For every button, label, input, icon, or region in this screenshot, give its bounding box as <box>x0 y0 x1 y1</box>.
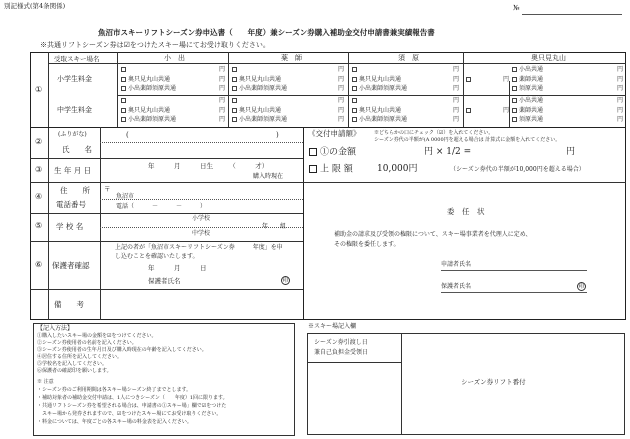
row-number-6: ⑥ <box>35 260 43 269</box>
furigana-paren-open: ( <box>126 131 129 139</box>
okutadami-elem-check: 円 <box>466 77 509 83</box>
checkbox[interactable] <box>352 77 357 82</box>
grant-line-1: ①の金額 <box>309 148 356 158</box>
ski-field-box-title: ※スキー場記入欄 <box>308 323 357 330</box>
birth-note: 購入時現在 <box>253 173 284 180</box>
checkbox[interactable] <box>352 86 357 91</box>
guardian-text-2: し込むことを確認いたします。 <box>115 253 199 260</box>
stamp-label: シーズン券リフト番付 <box>461 378 526 386</box>
grant-formula: 円 × 1/2 = <box>424 147 472 157</box>
check-note: ※共通リフトシーズン券は☑をつけたスキー場にてお受け取りください。 <box>40 41 270 49</box>
area-header: 須 原 <box>398 54 419 62</box>
checkbox[interactable] <box>232 117 237 122</box>
note-item: ・補助対象者の補助金交付申請は、1人につきシーズン（ 年度）1回に限ります。 <box>37 395 228 401</box>
number-label: № <box>513 4 520 12</box>
phone-label: 電話番号 <box>56 200 86 209</box>
city-label: 魚沼市 <box>116 193 135 200</box>
note-item: ・シーズン券のご利用期間は各スキー場シーズン終了までとします。 <box>37 387 192 393</box>
checkbox[interactable] <box>232 108 237 113</box>
price-cell: 円 奥只見丸山共通 円 小出薬師須原共通 円 <box>352 98 459 127</box>
checkbox[interactable] <box>512 108 517 113</box>
seal-mark: 印 <box>282 277 289 284</box>
delegation-guardian: 保護者氏名 <box>441 283 472 290</box>
guardian-name-label: 保護者氏名 <box>148 277 181 285</box>
checkbox[interactable] <box>352 98 357 103</box>
checkbox[interactable] <box>512 77 517 82</box>
birth-label: 生 年 月 日 <box>54 166 92 175</box>
name-label: 氏 名 <box>62 145 92 154</box>
checkbox[interactable] <box>352 67 357 72</box>
guardian-text-1: 上記の者が「魚沼市スキーリフトシーズン券 年度」を申 <box>115 244 283 251</box>
checkbox[interactable] <box>121 108 126 113</box>
guardian-label: 保護者確認 <box>52 261 90 270</box>
note-item: スキー場から発券されますので、☑をつけたスキー場にてお受け取りください。 <box>37 411 222 417</box>
elementary-label: 小学校 <box>192 215 211 222</box>
row-label-elementary: 小学生料金 <box>57 75 92 83</box>
junior-label: 中学校 <box>192 230 211 237</box>
checkbox[interactable] <box>309 148 317 156</box>
price-cell: 小出共通 円 薬師共通 円 須原共通 円 <box>512 67 623 96</box>
grant-header: 《交付申請額》 <box>308 129 361 138</box>
area-header: 薬 師 <box>281 54 302 62</box>
issued-date-label: シーズン券引渡し日 <box>314 339 368 346</box>
delegation-text-1: 補助金の請求及び受領の権限について、スキー場事業者を代理人に定め、 <box>334 231 532 238</box>
checkbox[interactable] <box>121 98 126 103</box>
grant-upper-amount: 10,000円 <box>377 164 418 174</box>
checkbox[interactable] <box>309 165 317 173</box>
grant-upper-note: （シーズン券代の半額が10,000円を超える場合） <box>450 166 585 173</box>
checkbox[interactable] <box>512 117 517 122</box>
remarks-label: 備 考 <box>54 300 84 309</box>
price-cell: 円 奥只見丸山共通 円 小出薬師須原共通 円 <box>121 98 225 127</box>
okutadami-junior-check: 円 <box>466 108 509 114</box>
delegation-applicant: 申請者氏名 <box>441 261 472 268</box>
guardian-date: 年 月 日 <box>148 264 207 272</box>
grant-note: シーズン券代の半額が(A 0000円を超える場合は 計算式に金額を入れてください。 <box>374 137 561 143</box>
checkbox[interactable] <box>352 117 357 122</box>
school-label: 学 校 名 <box>56 222 84 231</box>
birth-fields: 年 月 日生 （ 才） <box>148 162 269 170</box>
price-cell: 円 奥只見丸山共通 円 小出薬師須原共通 円 <box>232 67 344 96</box>
number-underline <box>522 14 622 15</box>
instruction-item: ⑤学校名を記入してください。 <box>37 361 108 367</box>
notes-title: ※ 注意 <box>37 379 54 385</box>
price-cell: 円 奥只見丸山共通 円 小出薬師須原共通 円 <box>352 67 459 96</box>
area-header: 奥只見丸山 <box>531 54 566 62</box>
instruction-item: ④居住する住所を記入してください。 <box>37 354 123 360</box>
checkbox[interactable] <box>512 86 517 91</box>
checkbox[interactable] <box>232 67 237 72</box>
seal-mark: 印 <box>578 283 585 290</box>
checkbox[interactable] <box>352 108 357 113</box>
area-header: 小 出 <box>164 54 185 62</box>
checkbox[interactable] <box>232 77 237 82</box>
checkbox[interactable] <box>121 77 126 82</box>
checkbox[interactable] <box>121 117 126 122</box>
note-item: ・共通リフトシーズン券を希望される場合は、申請書の①スキー場」欄で☑をつけた <box>37 403 227 409</box>
instructions-title: 【記入方法】 <box>37 325 74 332</box>
ski-field-label: 受取スキー場名 <box>54 55 100 63</box>
instruction-item: ①購入したいスキー場の金額を☑をつけてください。 <box>37 333 157 339</box>
furigana-paren-close: ) <box>276 131 279 139</box>
grade-label: 年 組 <box>262 223 287 230</box>
row-number-5: ⑤ <box>35 221 43 230</box>
row-number-1: ① <box>35 85 43 94</box>
checkbox[interactable] <box>512 98 517 103</box>
delegation-title: 委 任 状 <box>447 207 485 216</box>
row-number-2: ② <box>35 137 43 146</box>
grant-check-hint: ※どちらかの口にチェック（☑）を入れてください。 <box>374 130 494 136</box>
checkbox[interactable] <box>121 86 126 91</box>
grant-line1-unit: 円 <box>566 147 576 157</box>
postal-mark: 〒 <box>104 185 111 193</box>
form-tag: 別記様式(第4条関係) <box>4 2 66 10</box>
phone-field: 電話（ － － ） <box>116 203 207 210</box>
price-cell: 円 奥只見丸山共通 円 小出薬師須原共通 円 <box>121 67 225 96</box>
price-cell: 小出共通 円 薬師共通 円 須原共通 円 <box>512 98 623 127</box>
checkbox[interactable] <box>232 86 237 91</box>
row-number-3: ③ <box>35 165 43 174</box>
address-label: 住 所 <box>60 186 90 195</box>
checkbox[interactable] <box>512 67 517 72</box>
row-number-4: ④ <box>35 192 43 201</box>
copay-date-label: 兼自己負担金受領日 <box>314 349 369 356</box>
checkbox[interactable] <box>466 77 471 82</box>
page-title: 魚沼市スキーリフトシーズン券申込書（ 年度）兼シーズン券購入補助金交付申請書兼実績報告書 <box>98 28 435 37</box>
instruction-item: ⑥保護者の確認印を願いします。 <box>37 368 112 374</box>
price-cell: 円 奥只見丸山共通 円 小出薬師須原共通 円 <box>232 98 344 127</box>
checkbox[interactable] <box>466 108 471 113</box>
grant-line-2: 上 限 額 <box>309 165 353 175</box>
checkbox[interactable] <box>121 67 126 72</box>
delegation-text-2: その権限を委任します。 <box>334 241 400 248</box>
checkbox[interactable] <box>232 98 237 103</box>
instruction-item: ②シーズン券使用者の名前を記入ください。 <box>37 340 137 346</box>
note-item: ・料金については、年度ごとの各スキー場の料金表を記入ください。 <box>37 419 192 425</box>
row-label-junior: 中学生料金 <box>57 106 92 114</box>
instruction-item: ③シーズン券使用者の生年月日及び購入時現在の年齢を記入してください。 <box>37 347 207 353</box>
furigana-label: (ふりがな) <box>58 131 87 138</box>
